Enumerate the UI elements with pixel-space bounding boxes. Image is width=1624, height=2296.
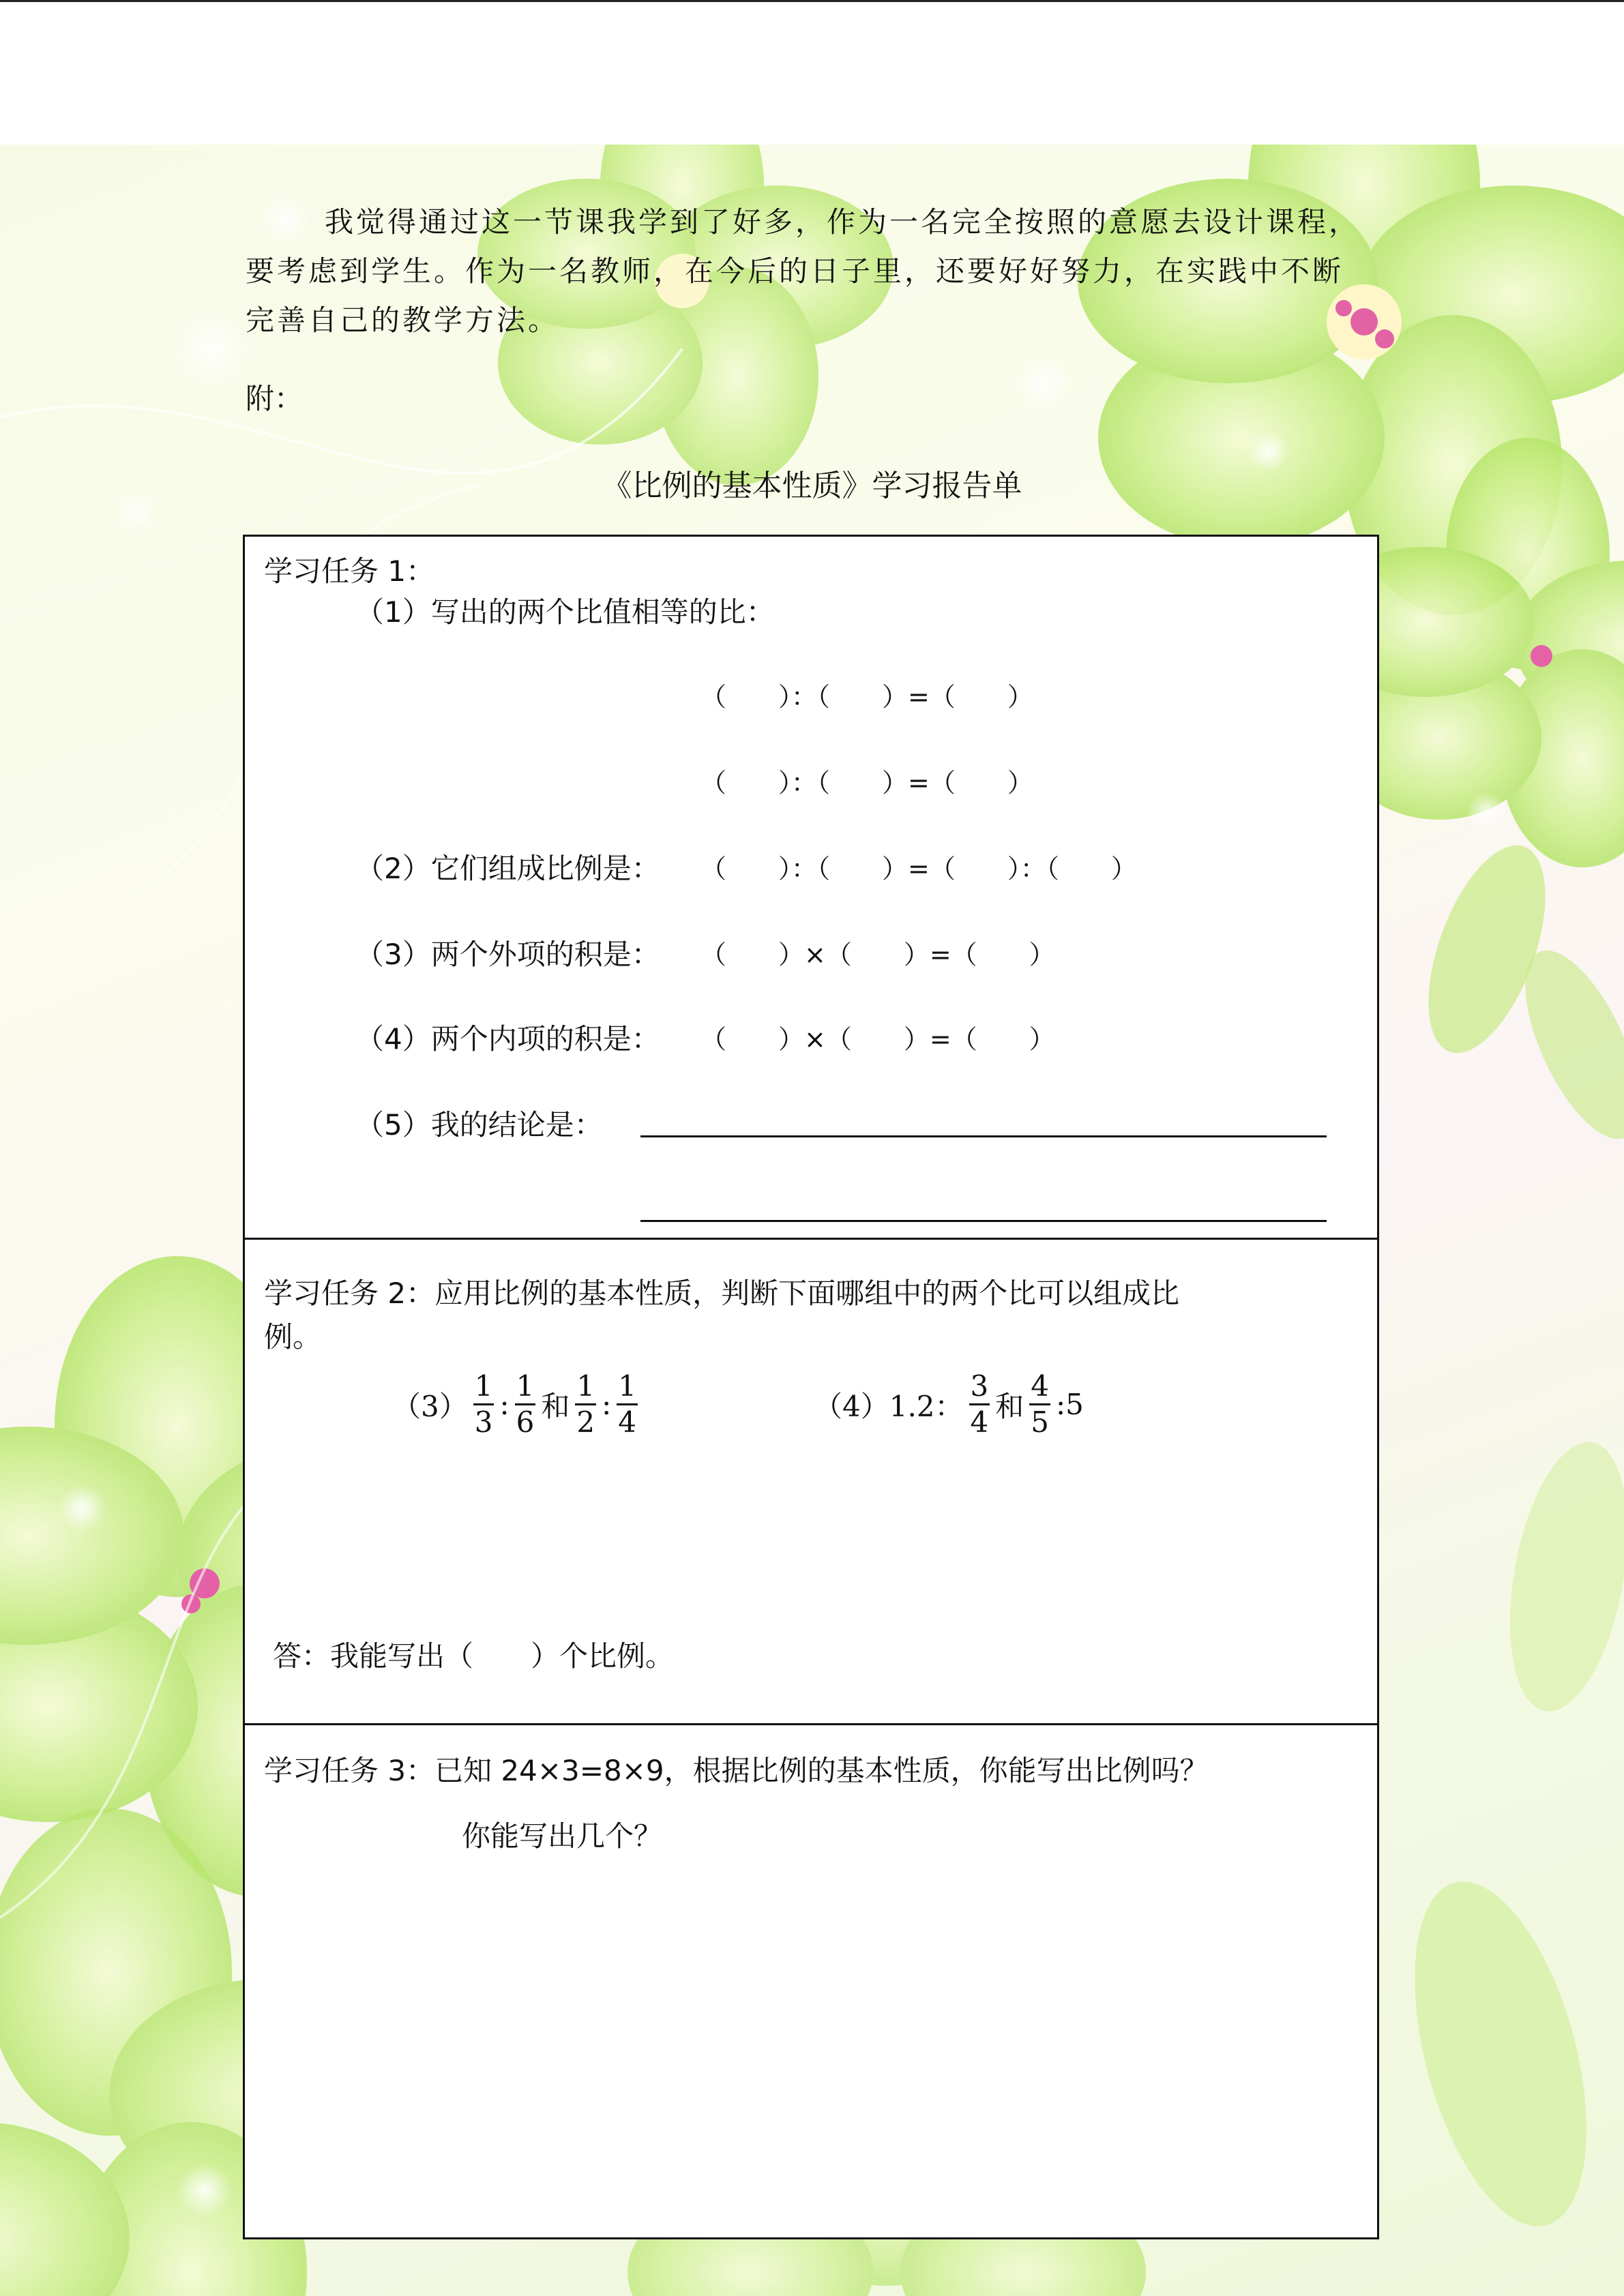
task2-item3-label: （3）	[392, 1389, 468, 1423]
task1-item2-blanks[interactable]: （ ）：（ ）=（ ）：（ ）	[700, 854, 1137, 884]
task1-item2-label: （2）它们组成比例是：	[355, 852, 660, 885]
task3-subquestion: 你能写出几个？	[462, 1819, 663, 1853]
task1-item3-label: （3）两个外项的积是：	[355, 938, 660, 971]
task2-heading-line1: 学习任务 2：应用比例的基本性质，判断下面哪组中的两个比可以组成比	[264, 1277, 1180, 1310]
task3-answer[interactable]: 答：我能写出（ ）个比例。	[273, 1639, 675, 1673]
numerator: 1	[575, 1369, 596, 1405]
report-sheet-table	[243, 535, 1379, 2239]
task1-item1-row2-blanks[interactable]: （ ）：（ ）=（ ）	[700, 768, 1033, 798]
numerator: 3	[969, 1369, 990, 1405]
task1-item4-label: （4）两个内项的积是：	[355, 1022, 660, 1056]
task1-item5-label: （5）我的结论是：	[355, 1108, 603, 1142]
denominator: 3	[474, 1405, 493, 1439]
page-top-border	[0, 0, 1624, 2]
denominator: 4	[970, 1405, 989, 1439]
task1-item1-row1-blanks[interactable]: （ ）：（ ）=（ ）	[700, 682, 1033, 712]
numerator: 4	[1029, 1369, 1050, 1405]
fraction	[969, 1369, 990, 1440]
task3-section	[245, 1725, 1377, 2237]
fraction	[1029, 1369, 1050, 1440]
numerator: 1	[515, 1369, 536, 1405]
numerator: 1	[617, 1369, 638, 1405]
denominator: 4	[618, 1405, 636, 1439]
task1-section	[245, 537, 1377, 1240]
ratio-tail: :5	[1056, 1388, 1084, 1421]
fraction	[473, 1369, 494, 1440]
and-word: 和	[995, 1389, 1024, 1423]
fraction	[515, 1369, 536, 1440]
task2-item4-label: （4）1.2：	[814, 1389, 964, 1423]
task1-item1-label: （1）写出的两个比值相等的比：	[355, 595, 775, 629]
task1-item4-blanks[interactable]: （ ）×（ ）=（ ）	[700, 1024, 1055, 1054]
sheet-title: 《比例的基本性质》学习报告单	[602, 468, 1022, 503]
denominator: 6	[516, 1405, 535, 1439]
task2-heading-line2: 例。	[264, 1320, 322, 1354]
intro-paragraph: 我觉得通过这一节课我学到了好多，作为一名完全按照的意愿去设计课程，要考虑到学生。作为一名教师，在今后的日子里，还要好好努力，在实践中不断完善自己的教学方法。	[246, 205, 1361, 337]
and-word: 和	[541, 1389, 570, 1423]
conclusion-line-1[interactable]	[640, 1135, 1327, 1137]
conclusion-line-2[interactable]	[640, 1220, 1327, 1222]
numerator: 1	[473, 1369, 494, 1405]
ratio-colon: :	[602, 1388, 612, 1421]
task1-heading: 学习任务 1：	[264, 554, 435, 588]
appendix-label: 附：	[246, 382, 304, 415]
task3-heading: 学习任务 3：已知 24×3=8×9，根据比例的基本性质，你能写出比例吗？	[264, 1754, 1209, 1787]
denominator: 5	[1031, 1405, 1050, 1439]
task2-item3	[389, 1369, 640, 1440]
task2-item4	[811, 1369, 1087, 1440]
task1-item3-blanks[interactable]: （ ）×（ ）=（ ）	[700, 940, 1055, 970]
fraction	[575, 1369, 596, 1440]
denominator: 2	[576, 1405, 595, 1439]
ratio-colon: :	[499, 1388, 510, 1421]
fraction	[617, 1369, 638, 1440]
